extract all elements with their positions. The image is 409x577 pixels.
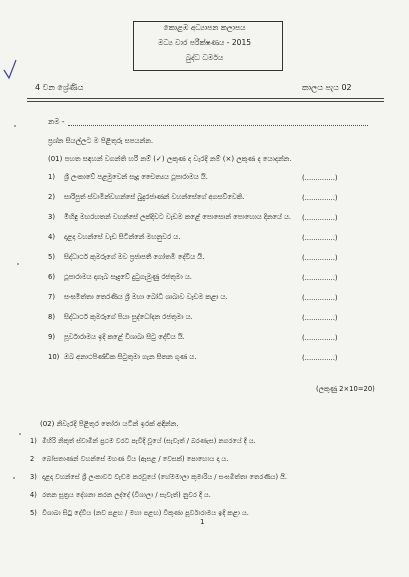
answer-blank: (..............)	[302, 274, 338, 282]
scan-speck	[19, 433, 21, 435]
answer-blank: (..............)	[302, 194, 338, 202]
page-number: 1	[200, 518, 205, 526]
answer-blank: (..............)	[302, 174, 338, 182]
q1-item: 10) ඔබ අනාථපිණ්ඩික සිටුතුමා ගැන සිතන ගුණ ය.	[48, 353, 197, 361]
q1-item: 3) මිහිඳු මහරහතන් වහන්සේ ලක්දිවට වැඩම කළේ පොසොන් පොහොය දිනයේ ය.	[48, 213, 292, 221]
answer-blank: (..............)	[302, 314, 338, 322]
q2-item: 3) දළදා වහන්සේ ශ්‍රී ලංකාවට වැඩම කරවූයේ (හේමමාලා කුමාරිය / සංඝමිත්තා තෙරණිය) යි.	[30, 473, 287, 481]
scan-speck	[17, 263, 19, 265]
q1-item: 1) ශ්‍රී ලංකාවේ පළමුවෙන් සෑදූ චෛත්‍යය ථූපාරාමය යි.	[48, 173, 208, 181]
answer-blank: (..............)	[302, 234, 338, 242]
q2-item: 5) විශාඛා සිටු දේවිය (නව පළඟ / මහා පළඟ) විකුණා පූර්වාරාමය ඉදි කළා ය.	[30, 509, 249, 517]
q1-item: 2) සාරිපුත් ස්වාමීන්වහන්සේ බුදුරජාණන් වහන්සේගේ අගසව්වෙකි.	[48, 193, 245, 201]
zone-title: කොළඹ අධ්‍යාපන කලාපය	[163, 23, 246, 32]
q1-item: 8) සිද්ධාර්ථ කුමරුගේ පියා සුද්ධෝදන රජතුමා ය.	[48, 313, 193, 321]
question2-heading: (02) නිවැරදි පිළිතුර තෝරා යටින් ඉරක් අඳින්න.	[40, 420, 179, 428]
question1-heading: (01) පහත සඳහන් වගන්ති හරි නම් (✓) ලකුණ ද වැරදි නම් (×) ලකුණ ද යොදන්න.	[48, 155, 292, 163]
q1-item: 6) ථූපාරාමය දාගැබ සෑදුවේ දුටුගැමුණු රජතුමා ය.	[48, 273, 192, 281]
answer-blank: (..............)	[302, 354, 338, 362]
q2-item: 4) රතන සූත්‍රය දේශනා කරන ලද්දේ (විශාලා / සැවැත්) නුවර දී ය.	[30, 491, 211, 499]
q2-item: 1) මිහිරි නිකුත් ස්වාමීන් ප්‍රථම වරට පැවිදි වූයේ (සැවැත් / බරණැස) නගරයේ දී ය.	[30, 437, 256, 445]
divider-top	[27, 98, 384, 99]
scan-speck	[14, 125, 16, 127]
scan-speck	[13, 477, 15, 479]
name-field-line	[68, 118, 368, 126]
q1-item: 4) දළදා වහන්සේ වැඩ සිටින්නේ මහනුවර ය.	[48, 233, 181, 241]
q1-item: 5) සිද්ධාර්ථ කුමරුගේ මව ප්‍රජාපතී ගෝතමී දේවිය යි.	[48, 253, 205, 261]
exam-title: මධ්‍ය වාර පරීක්ෂණය - 2015	[158, 38, 251, 47]
name-label: නම -	[48, 117, 65, 126]
q1-item: 9) පූර්වාරාමය ඉදි කළේ විශාඛා සිටු දේවිය යි.	[48, 333, 185, 341]
grade-label: 4 වන ශ්‍රේණිය	[35, 83, 84, 92]
marks-allocation: (ලකුණු 2×10=20)	[316, 385, 375, 393]
q1-item: 7) සංඝමිත්තා තෙරණිය ශ්‍රී මහා බෝධි ශාඛාව වැඩම කළා ය.	[48, 293, 228, 301]
instruction: ප්‍රශ්න සියල්ලට ම පිළිතුරු සපයන්න.	[48, 137, 154, 145]
answer-blank: (..............)	[302, 294, 338, 302]
answer-blank: (..............)	[302, 334, 338, 342]
time-label: කාලය පැය 02	[302, 83, 352, 92]
q2-item: 2 බෝසතාණන් වහන්සේ මහණ විය (ඇසළ / වෙසක්) පොහොය දා ය.	[30, 455, 229, 463]
subject-title: බුද්ධ ධර්මය	[185, 53, 224, 62]
divider-double	[27, 101, 384, 102]
answer-blank: (..............)	[302, 214, 338, 222]
answer-blank: (..............)	[302, 254, 338, 262]
